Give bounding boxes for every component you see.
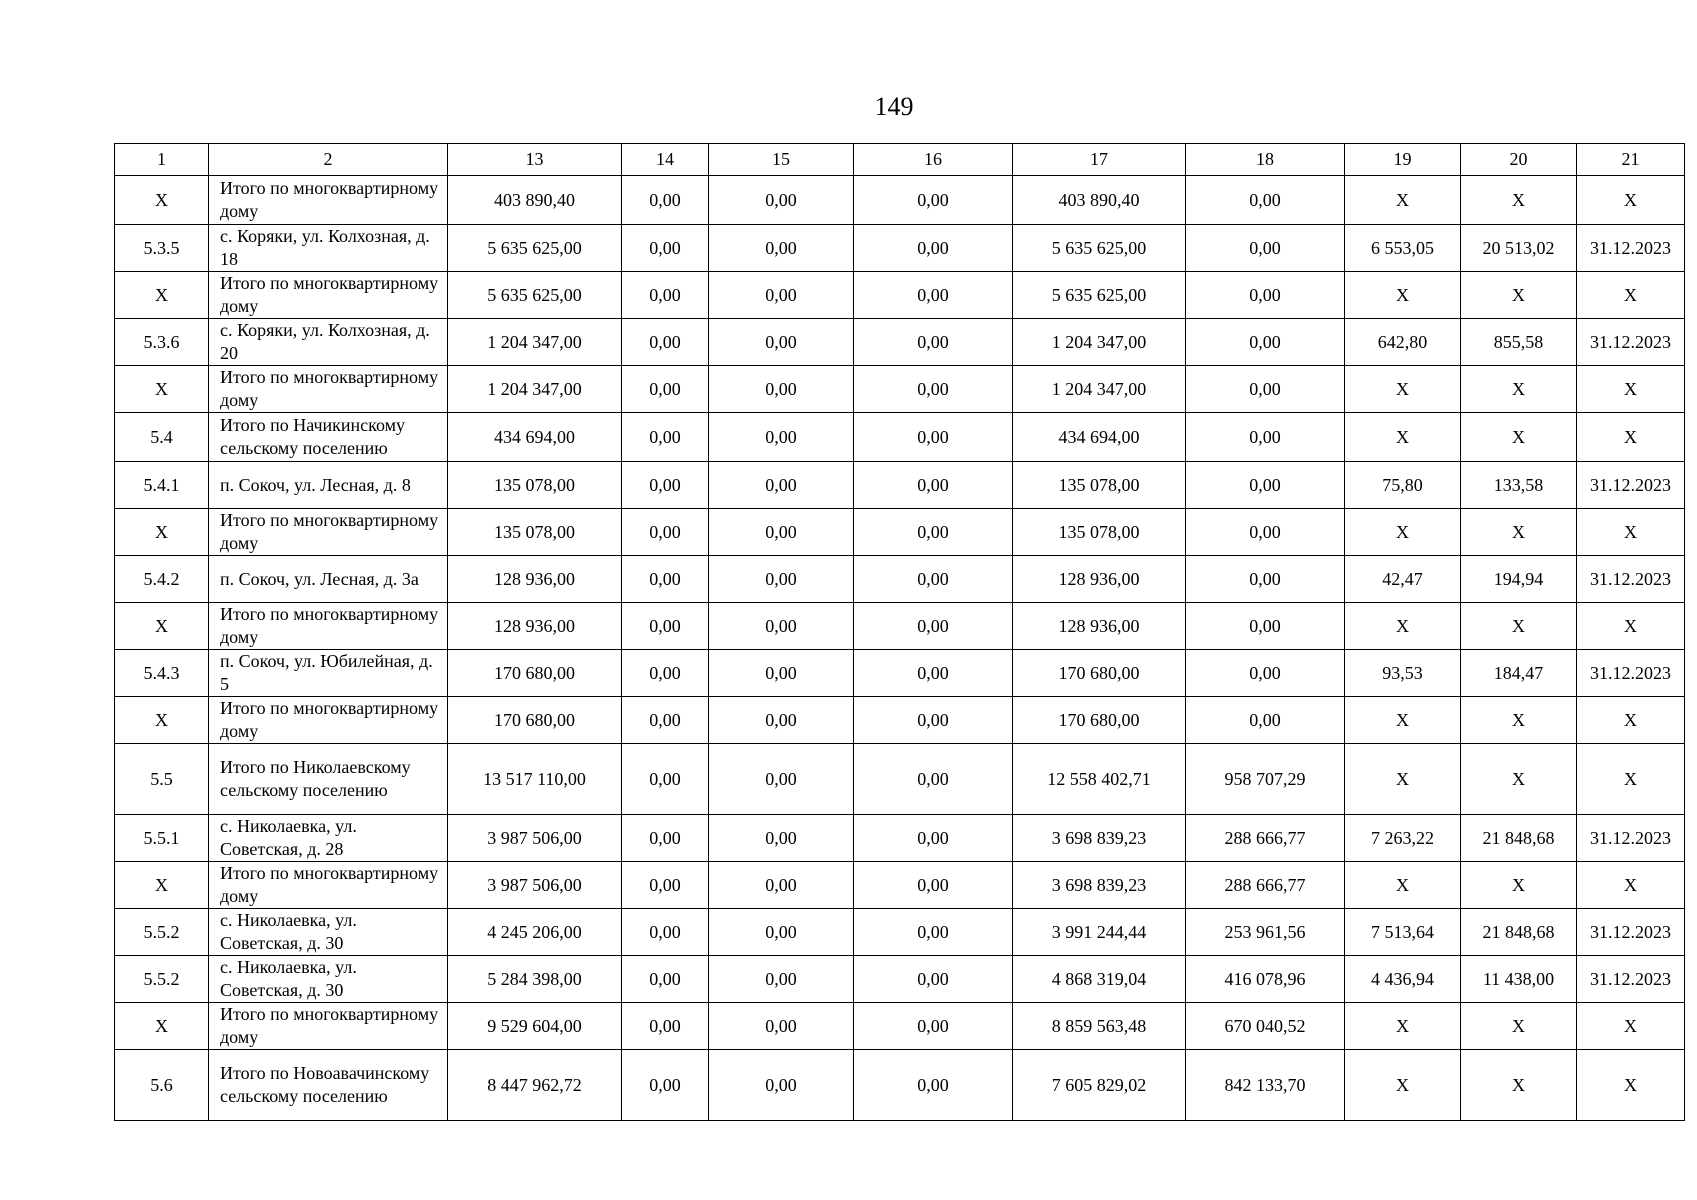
table-row: [115, 413, 1685, 462]
cell-col-14: 0,00: [622, 462, 709, 509]
cell-name: Итого по многоквартирному дому: [209, 272, 448, 319]
cell-col-19: X: [1345, 603, 1461, 650]
cell-col-16: 0,00: [854, 176, 1013, 225]
cell-col-14: 0,00: [622, 603, 709, 650]
cell-number: X: [115, 862, 209, 909]
cell-col-20: X: [1461, 366, 1577, 413]
cell-number: X: [115, 176, 209, 225]
cell-col-18: 0,00: [1186, 556, 1345, 603]
cell-col-14: 0,00: [622, 556, 709, 603]
cell-number: 5.5: [115, 744, 209, 815]
cell-name: Итого по Новоавачинскому сельскому поселению: [209, 1050, 448, 1121]
cell-col-14: 0,00: [622, 1050, 709, 1121]
cell-col-21: X: [1577, 272, 1685, 319]
cell-col-20: X: [1461, 272, 1577, 319]
cell-col-19: X: [1345, 697, 1461, 744]
cell-col-21: X: [1577, 176, 1685, 225]
cell-col-13: 403 890,40: [448, 176, 622, 225]
cell-number: X: [115, 366, 209, 413]
cell-col-20: X: [1461, 1050, 1577, 1121]
table-row: [115, 956, 1685, 1003]
cell-col-20: X: [1461, 509, 1577, 556]
cell-col-17: 434 694,00: [1013, 413, 1186, 462]
cell-col-19: X: [1345, 366, 1461, 413]
cell-col-18: 0,00: [1186, 509, 1345, 556]
cell-col-13: 434 694,00: [448, 413, 622, 462]
cell-col-16: 0,00: [854, 603, 1013, 650]
cell-col-19: 4 436,94: [1345, 956, 1461, 1003]
cell-col-21: 31.12.2023: [1577, 556, 1685, 603]
table-row: [115, 1050, 1685, 1121]
cell-col-15: 0,00: [709, 413, 854, 462]
cell-col-14: 0,00: [622, 176, 709, 225]
cell-col-18: 0,00: [1186, 366, 1345, 413]
header-cell-col-17: 17: [1013, 144, 1186, 176]
cell-col-15: 0,00: [709, 815, 854, 862]
cell-col-15: 0,00: [709, 909, 854, 956]
cell-col-17: 8 859 563,48: [1013, 1003, 1186, 1050]
cell-col-15: 0,00: [709, 462, 854, 509]
cell-col-13: 3 987 506,00: [448, 815, 622, 862]
cell-number: 5.4.3: [115, 650, 209, 697]
cell-col-13: 9 529 604,00: [448, 1003, 622, 1050]
table-row: [115, 462, 1685, 509]
cell-col-20: X: [1461, 697, 1577, 744]
cell-col-17: 135 078,00: [1013, 462, 1186, 509]
cell-number: 5.4: [115, 413, 209, 462]
cell-col-14: 0,00: [622, 956, 709, 1003]
cell-col-17: 3 698 839,23: [1013, 815, 1186, 862]
table-row: [115, 225, 1685, 272]
table-row: [115, 862, 1685, 909]
cell-col-13: 3 987 506,00: [448, 862, 622, 909]
cell-col-18: 0,00: [1186, 603, 1345, 650]
cell-col-18: 288 666,77: [1186, 815, 1345, 862]
cell-name: Итого по многоквартирному дому: [209, 176, 448, 225]
cell-col-14: 0,00: [622, 815, 709, 862]
cell-col-14: 0,00: [622, 697, 709, 744]
cell-col-16: 0,00: [854, 556, 1013, 603]
header-cell-col-20: 20: [1461, 144, 1577, 176]
cell-col-18: 0,00: [1186, 413, 1345, 462]
cell-col-17: 12 558 402,71: [1013, 744, 1186, 815]
cell-number: 5.4.1: [115, 462, 209, 509]
cell-col-17: 170 680,00: [1013, 697, 1186, 744]
cell-name: п. Сокоч, ул. Юбилейная, д. 5: [209, 650, 448, 697]
cell-col-15: 0,00: [709, 509, 854, 556]
cell-col-18: 0,00: [1186, 176, 1345, 225]
cell-col-19: X: [1345, 272, 1461, 319]
cell-col-15: 0,00: [709, 956, 854, 1003]
cell-col-19: 7 263,22: [1345, 815, 1461, 862]
table-row: [115, 909, 1685, 956]
cell-number: 5.5.1: [115, 815, 209, 862]
cell-col-19: 642,80: [1345, 319, 1461, 366]
cell-name: Итого по многоквартирному дому: [209, 603, 448, 650]
cell-col-20: 133,58: [1461, 462, 1577, 509]
cell-col-15: 0,00: [709, 176, 854, 225]
cell-col-14: 0,00: [622, 862, 709, 909]
cell-col-17: 3 698 839,23: [1013, 862, 1186, 909]
cell-col-19: X: [1345, 862, 1461, 909]
cell-col-15: 0,00: [709, 650, 854, 697]
cell-col-20: 21 848,68: [1461, 909, 1577, 956]
header-cell-col-16: 16: [854, 144, 1013, 176]
cell-col-20: 184,47: [1461, 650, 1577, 697]
cell-col-21: X: [1577, 862, 1685, 909]
cell-name: Итого по многоквартирному дому: [209, 697, 448, 744]
cell-col-16: 0,00: [854, 697, 1013, 744]
data-table: [114, 143, 1685, 1121]
cell-col-14: 0,00: [622, 413, 709, 462]
cell-col-19: X: [1345, 509, 1461, 556]
cell-col-17: 3 991 244,44: [1013, 909, 1186, 956]
cell-col-16: 0,00: [854, 909, 1013, 956]
cell-col-19: 75,80: [1345, 462, 1461, 509]
cell-col-16: 0,00: [854, 1050, 1013, 1121]
cell-col-19: 6 553,05: [1345, 225, 1461, 272]
cell-col-15: 0,00: [709, 603, 854, 650]
cell-col-21: 31.12.2023: [1577, 650, 1685, 697]
cell-col-18: 416 078,96: [1186, 956, 1345, 1003]
cell-col-14: 0,00: [622, 744, 709, 815]
table-row: [115, 319, 1685, 366]
cell-col-15: 0,00: [709, 744, 854, 815]
cell-col-18: 0,00: [1186, 319, 1345, 366]
cell-col-15: 0,00: [709, 319, 854, 366]
cell-col-21: X: [1577, 366, 1685, 413]
cell-col-15: 0,00: [709, 556, 854, 603]
cell-col-13: 170 680,00: [448, 650, 622, 697]
cell-col-19: X: [1345, 1003, 1461, 1050]
cell-number: X: [115, 509, 209, 556]
cell-col-14: 0,00: [622, 319, 709, 366]
cell-col-15: 0,00: [709, 862, 854, 909]
cell-col-15: 0,00: [709, 272, 854, 319]
cell-col-21: 31.12.2023: [1577, 909, 1685, 956]
cell-col-16: 0,00: [854, 1003, 1013, 1050]
cell-col-18: 0,00: [1186, 225, 1345, 272]
cell-col-21: X: [1577, 509, 1685, 556]
header-cell-number: 1: [115, 144, 209, 176]
cell-col-18: 670 040,52: [1186, 1003, 1345, 1050]
cell-col-19: 93,53: [1345, 650, 1461, 697]
cell-name: с. Коряки, ул. Колхозная, д. 20: [209, 319, 448, 366]
cell-col-17: 5 635 625,00: [1013, 272, 1186, 319]
cell-col-20: 21 848,68: [1461, 815, 1577, 862]
cell-col-15: 0,00: [709, 1050, 854, 1121]
cell-col-13: 13 517 110,00: [448, 744, 622, 815]
cell-col-17: 128 936,00: [1013, 603, 1186, 650]
cell-col-13: 5 284 398,00: [448, 956, 622, 1003]
cell-col-14: 0,00: [622, 225, 709, 272]
cell-col-16: 0,00: [854, 319, 1013, 366]
cell-col-14: 0,00: [622, 272, 709, 319]
cell-col-20: X: [1461, 413, 1577, 462]
cell-col-21: 31.12.2023: [1577, 956, 1685, 1003]
cell-name: п. Сокоч, ул. Лесная, д. 8: [209, 462, 448, 509]
header-cell-col-18: 18: [1186, 144, 1345, 176]
cell-col-16: 0,00: [854, 815, 1013, 862]
cell-number: 5.3.6: [115, 319, 209, 366]
cell-col-13: 5 635 625,00: [448, 272, 622, 319]
cell-number: 5.5.2: [115, 956, 209, 1003]
table-row: [115, 744, 1685, 815]
table-row: [115, 650, 1685, 697]
cell-col-18: 288 666,77: [1186, 862, 1345, 909]
cell-col-13: 1 204 347,00: [448, 319, 622, 366]
cell-col-13: 5 635 625,00: [448, 225, 622, 272]
cell-name: Итого по Николаевскому сельскому поселению: [209, 744, 448, 815]
cell-col-18: 0,00: [1186, 697, 1345, 744]
table-row: [115, 366, 1685, 413]
cell-col-17: 1 204 347,00: [1013, 366, 1186, 413]
cell-number: X: [115, 1003, 209, 1050]
cell-col-19: X: [1345, 413, 1461, 462]
cell-col-14: 0,00: [622, 650, 709, 697]
cell-number: 5.3.5: [115, 225, 209, 272]
cell-number: X: [115, 603, 209, 650]
cell-name: Итого по многоквартирному дому: [209, 509, 448, 556]
cell-name: с. Николаевка, ул. Советская, д. 30: [209, 956, 448, 1003]
cell-col-17: 4 868 319,04: [1013, 956, 1186, 1003]
cell-col-13: 135 078,00: [448, 462, 622, 509]
cell-col-16: 0,00: [854, 272, 1013, 319]
cell-col-13: 8 447 962,72: [448, 1050, 622, 1121]
cell-name: с. Коряки, ул. Колхозная, д. 18: [209, 225, 448, 272]
cell-col-21: 31.12.2023: [1577, 815, 1685, 862]
cell-col-21: X: [1577, 744, 1685, 815]
cell-col-17: 7 605 829,02: [1013, 1050, 1186, 1121]
table-row: [115, 272, 1685, 319]
header-cell-name: 2: [209, 144, 448, 176]
cell-col-20: X: [1461, 862, 1577, 909]
table-row: [115, 556, 1685, 603]
cell-col-13: 170 680,00: [448, 697, 622, 744]
table-row: [115, 697, 1685, 744]
cell-col-21: X: [1577, 413, 1685, 462]
cell-col-21: X: [1577, 1050, 1685, 1121]
cell-number: X: [115, 697, 209, 744]
cell-name: Итого по многоквартирному дому: [209, 1003, 448, 1050]
cell-col-13: 1 204 347,00: [448, 366, 622, 413]
header-row: [115, 144, 1685, 176]
cell-col-18: 0,00: [1186, 462, 1345, 509]
cell-col-16: 0,00: [854, 225, 1013, 272]
cell-col-19: X: [1345, 176, 1461, 225]
cell-col-15: 0,00: [709, 697, 854, 744]
cell-col-15: 0,00: [709, 1003, 854, 1050]
header-cell-col-13: 13: [448, 144, 622, 176]
cell-col-13: 135 078,00: [448, 509, 622, 556]
cell-col-18: 0,00: [1186, 272, 1345, 319]
cell-name: с. Николаевка, ул. Советская, д. 30: [209, 909, 448, 956]
cell-col-20: X: [1461, 744, 1577, 815]
cell-name: Итого по многоквартирному дому: [209, 366, 448, 413]
cell-col-14: 0,00: [622, 366, 709, 413]
cell-col-17: 403 890,40: [1013, 176, 1186, 225]
table-row: [115, 176, 1685, 225]
cell-col-13: 128 936,00: [448, 556, 622, 603]
table-row: [115, 815, 1685, 862]
cell-col-16: 0,00: [854, 509, 1013, 556]
cell-number: 5.4.2: [115, 556, 209, 603]
cell-col-16: 0,00: [854, 462, 1013, 509]
cell-number: 5.6: [115, 1050, 209, 1121]
cell-col-14: 0,00: [622, 1003, 709, 1050]
cell-col-17: 128 936,00: [1013, 556, 1186, 603]
cell-number: 5.5.2: [115, 909, 209, 956]
cell-col-17: 1 204 347,00: [1013, 319, 1186, 366]
cell-col-21: X: [1577, 697, 1685, 744]
table-row: [115, 509, 1685, 556]
cell-col-19: 42,47: [1345, 556, 1461, 603]
cell-col-16: 0,00: [854, 744, 1013, 815]
cell-col-21: 31.12.2023: [1577, 319, 1685, 366]
cell-col-20: X: [1461, 1003, 1577, 1050]
header-cell-col-14: 14: [622, 144, 709, 176]
cell-col-16: 0,00: [854, 413, 1013, 462]
cell-col-16: 0,00: [854, 366, 1013, 413]
header-cell-col-21: 21: [1577, 144, 1685, 176]
cell-col-21: X: [1577, 1003, 1685, 1050]
cell-col-19: X: [1345, 1050, 1461, 1121]
cell-number: X: [115, 272, 209, 319]
cell-col-13: 4 245 206,00: [448, 909, 622, 956]
cell-col-20: 194,94: [1461, 556, 1577, 603]
cell-col-19: X: [1345, 744, 1461, 815]
table-row: [115, 1003, 1685, 1050]
cell-name: Итого по Начикинскому сельскому поселению: [209, 413, 448, 462]
cell-col-18: 253 961,56: [1186, 909, 1345, 956]
cell-col-15: 0,00: [709, 366, 854, 413]
cell-col-20: X: [1461, 603, 1577, 650]
cell-col-14: 0,00: [622, 909, 709, 956]
cell-col-21: 31.12.2023: [1577, 462, 1685, 509]
cell-col-14: 0,00: [622, 509, 709, 556]
cell-col-21: X: [1577, 603, 1685, 650]
cell-name: Итого по многоквартирному дому: [209, 862, 448, 909]
cell-col-18: 0,00: [1186, 650, 1345, 697]
table-row: [115, 603, 1685, 650]
cell-col-17: 135 078,00: [1013, 509, 1186, 556]
cell-col-21: 31.12.2023: [1577, 225, 1685, 272]
cell-name: с. Николаевка, ул. Советская, д. 28: [209, 815, 448, 862]
page-number: 149: [874, 92, 914, 121]
cell-col-13: 128 936,00: [448, 603, 622, 650]
cell-col-20: X: [1461, 176, 1577, 225]
cell-col-16: 0,00: [854, 650, 1013, 697]
cell-col-16: 0,00: [854, 862, 1013, 909]
header-cell-col-19: 19: [1345, 144, 1461, 176]
cell-col-18: 842 133,70: [1186, 1050, 1345, 1121]
cell-col-20: 855,58: [1461, 319, 1577, 366]
cell-col-15: 0,00: [709, 225, 854, 272]
cell-col-16: 0,00: [854, 956, 1013, 1003]
cell-col-18: 958 707,29: [1186, 744, 1345, 815]
cell-col-20: 20 513,02: [1461, 225, 1577, 272]
cell-col-17: 5 635 625,00: [1013, 225, 1186, 272]
header-cell-col-15: 15: [709, 144, 854, 176]
cell-col-20: 11 438,00: [1461, 956, 1577, 1003]
cell-col-17: 170 680,00: [1013, 650, 1186, 697]
cell-col-19: 7 513,64: [1345, 909, 1461, 956]
cell-name: п. Сокоч, ул. Лесная, д. 3а: [209, 556, 448, 603]
